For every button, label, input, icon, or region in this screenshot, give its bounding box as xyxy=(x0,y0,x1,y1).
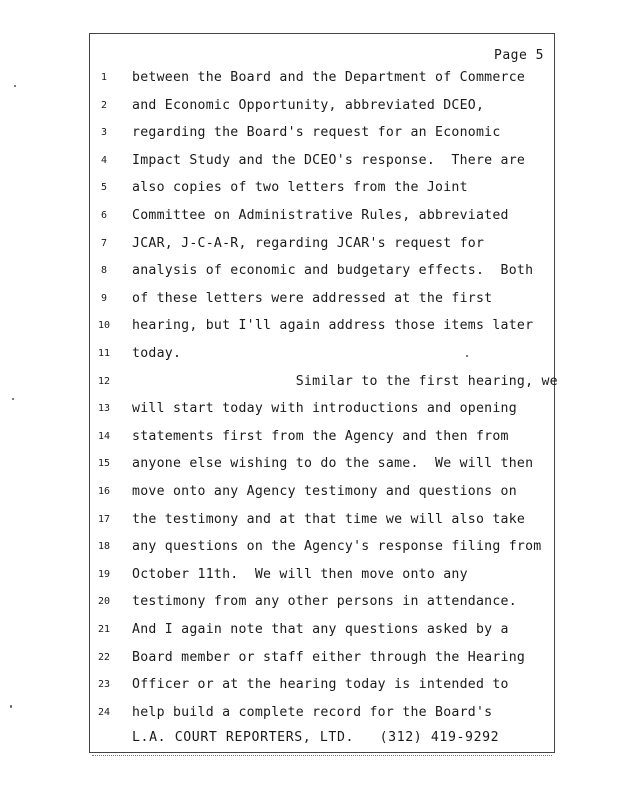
line-number: 1 xyxy=(100,72,108,83)
line-number: 6 xyxy=(100,210,108,221)
transcript-line xyxy=(90,236,556,256)
line-number: 16 xyxy=(97,486,111,497)
line-text: testimony from any other persons in attendance. xyxy=(132,594,517,610)
transcript-line xyxy=(90,318,556,338)
line-number: 15 xyxy=(97,458,111,470)
transcript-line xyxy=(90,622,556,642)
scan-speck xyxy=(14,85,16,87)
transcript-line xyxy=(90,180,556,200)
line-number: 20 xyxy=(97,596,111,608)
line-text: And I again note that any questions asked by a xyxy=(132,622,509,637)
line-number: 21 xyxy=(97,624,111,635)
line-number: 17 xyxy=(97,513,111,525)
line-number: 13 xyxy=(97,403,111,415)
line-number: 10 xyxy=(97,320,111,332)
transcript-line xyxy=(90,374,556,394)
transcript-line xyxy=(90,567,556,587)
line-number: 4 xyxy=(100,154,108,166)
line-number: 11 xyxy=(97,348,111,359)
line-text: Impact Study and the DCEO's response. There are xyxy=(132,152,526,168)
line-number: 3 xyxy=(100,127,108,139)
page-number: Page 5 xyxy=(494,48,544,63)
line-text: will start today with introductions and opening xyxy=(132,401,517,417)
transcript-line xyxy=(90,512,556,532)
line-text: Officer or at the hearing today is intended to xyxy=(132,677,509,693)
line-text: Similar to the first hearing, we xyxy=(132,373,558,389)
transcript-page xyxy=(89,33,558,753)
line-number: 7 xyxy=(100,237,108,249)
transcript-line xyxy=(90,484,556,504)
scan-speck xyxy=(466,355,468,357)
transcript-line xyxy=(90,456,556,476)
line-text: analysis of economic and budgetary effects. Both xyxy=(132,263,534,279)
line-text: help build a complete record for the Board's xyxy=(132,704,493,720)
transcript-line xyxy=(90,153,556,173)
transcript-line xyxy=(90,594,556,614)
transcript-line xyxy=(90,429,556,449)
transcript-line xyxy=(90,650,556,670)
line-text: JCAR, J-C-A-R, regarding JCAR's request for xyxy=(132,235,485,251)
line-number: 22 xyxy=(97,651,111,663)
line-text: anyone else wishing to do the same. We will then xyxy=(132,456,534,472)
line-text: regarding the Board's request for an Economic xyxy=(132,125,501,141)
transcript-line xyxy=(90,677,556,697)
transcript-line xyxy=(90,705,556,725)
transcript-line xyxy=(90,208,556,228)
transcript-line xyxy=(90,70,556,90)
transcript-line xyxy=(90,346,556,366)
line-number: 24 xyxy=(97,706,111,718)
transcript-line xyxy=(90,401,556,421)
line-text: also copies of two letters from the Joint xyxy=(132,180,468,196)
line-text: any questions on the Agency's response filing from xyxy=(132,539,542,555)
line-number: 23 xyxy=(97,679,111,691)
line-number: 18 xyxy=(97,541,111,553)
transcript-line xyxy=(90,98,556,118)
line-text: Board member or staff either through the Hearing xyxy=(132,649,526,665)
transcript-line xyxy=(90,291,556,311)
transcript-line xyxy=(90,125,556,145)
transcript-line xyxy=(90,539,556,559)
line-text: the testimony and at that time we will also take xyxy=(132,511,526,527)
line-number: 12 xyxy=(97,375,111,387)
line-number: 9 xyxy=(100,292,108,304)
line-text: October 11th. We will then move onto any xyxy=(132,566,468,582)
line-text: today. xyxy=(132,346,182,361)
line-number: 8 xyxy=(100,265,108,277)
scan-speck xyxy=(12,398,14,400)
scan-speck xyxy=(10,705,12,708)
line-text: move onto any Agency testimony and questions on xyxy=(132,484,517,499)
line-text: Committee on Administrative Rules, abbreviated xyxy=(132,208,509,223)
line-number: 14 xyxy=(97,430,111,442)
line-text: and Economic Opportunity, abbreviated DCEO, xyxy=(132,97,485,113)
line-text: statements first from the Agency and then from xyxy=(132,428,509,444)
line-text: hearing, but I'll again address those items later xyxy=(132,318,534,334)
line-text: of these letters were addressed at the first xyxy=(132,290,493,306)
court-reporter-footer: L.A. COURT REPORTERS, LTD. (312) 419-9292 xyxy=(132,730,500,745)
transcript-line xyxy=(90,263,556,283)
line-text: between the Board and the Department of Commerce xyxy=(132,70,526,85)
line-number: 19 xyxy=(97,568,111,580)
line-number: 5 xyxy=(100,182,108,194)
line-number: 2 xyxy=(100,99,108,111)
